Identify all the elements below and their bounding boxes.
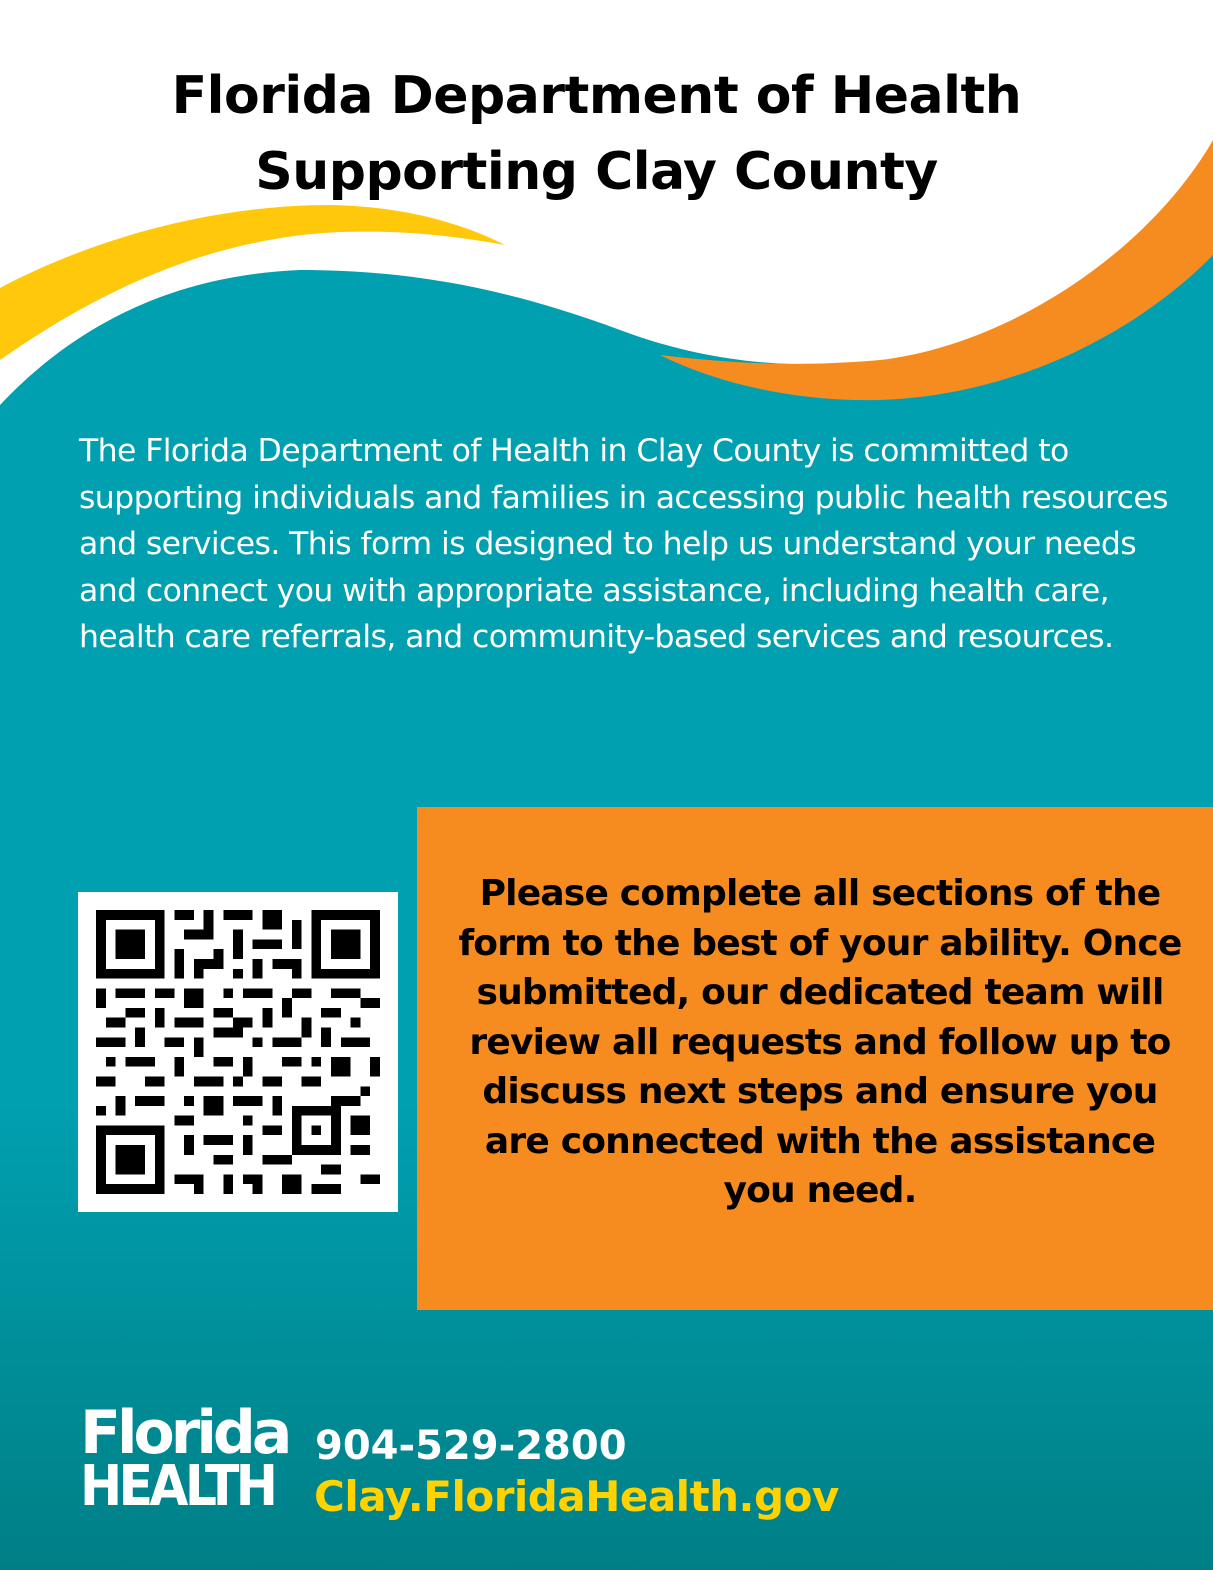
- qr-code[interactable]: [78, 892, 398, 1212]
- website-link[interactable]: Clay.FloridaHealth.gov: [314, 1472, 839, 1521]
- phone-number[interactable]: 904-529-2800: [315, 1423, 627, 1469]
- intro-paragraph: The Florida Department of Health in Clay County is committed to supporting individuals and families in accessing public health resources and services. This form is designed to help us understand your needs and connect you with appropriate assistance, including health care, health care referrals, and community-based services and resources.: [79, 433, 1168, 655]
- logo-line-1: Florida: [80, 1398, 289, 1468]
- title-line-1: Florida Department of Health: [171, 66, 1022, 126]
- instructions-callout: [417, 807, 1213, 1310]
- florida-health-logo: [80, 1398, 289, 1519]
- logo-line-2: HEALTH: [80, 1454, 275, 1519]
- callout-text: Please complete all sections of the form to the best of your ability. Once submitted, our dedicated team will review all requests and follow up to discuss next steps and ensure you are connected with the assistance you need.: [458, 873, 1182, 1211]
- title-line-2: Supporting Clay County: [255, 142, 938, 202]
- page-title: [0, 58, 1193, 210]
- qr-code-icon: [96, 910, 380, 1194]
